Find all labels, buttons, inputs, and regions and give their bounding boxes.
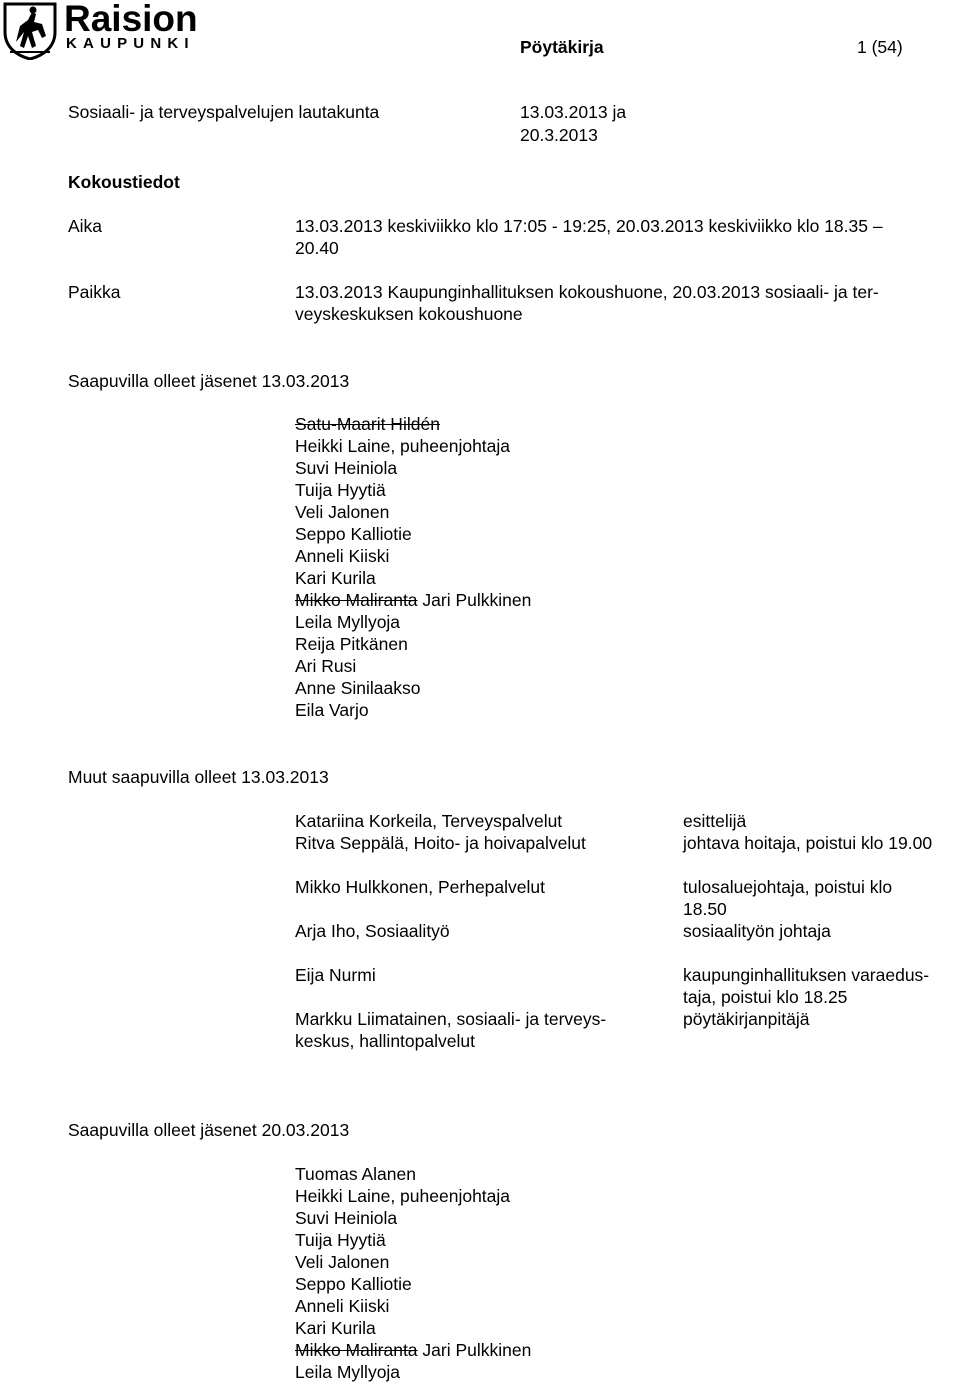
others-row: [295, 1008, 935, 1052]
place-value-line1: 13.03.2013 Kaupunginhallituksen kokoushuone, 20.03.2013 sosiaali- ja ter-: [295, 282, 879, 302]
others-role: sosiaalityön johtaja: [683, 921, 831, 941]
member-item: Tuomas Alanen: [295, 1164, 416, 1184]
committee-name: Sosiaali- ja terveyspalvelujen lautakunta: [68, 102, 380, 122]
others-role: kaupunginhallituksen varaedus-taja, poistui klo 18.25: [683, 965, 930, 1007]
member-item: Seppo Kalliotie: [295, 1274, 412, 1294]
place-label: Paikka: [68, 282, 121, 302]
member-item: Mikko Maliranta Jari Pulkkinen: [295, 590, 532, 610]
others-row: [295, 832, 935, 876]
member-list-2: [295, 1163, 531, 1383]
others-name: Mikko Hulkkonen, Perhepalvelut: [295, 877, 545, 897]
member-item: Leila Myllyoja: [295, 1362, 401, 1382]
coat-of-arms-icon: [2, 2, 58, 60]
others-row: [295, 964, 935, 1008]
others-list: [295, 810, 935, 1052]
others-row: [295, 810, 935, 832]
others-row: [295, 920, 935, 964]
member-item: Eila Varjo: [295, 700, 369, 720]
document-type: Pöytäkirja: [520, 37, 604, 57]
section-heading-present-1: Saapuvilla olleet jäsenet 13.03.2013: [68, 371, 350, 391]
others-role: tulosaluejohtaja, poistui klo 18.50: [683, 877, 893, 919]
section-heading-present-2: Saapuvilla olleet jäsenet 20.03.2013: [68, 1120, 350, 1140]
others-row: [295, 876, 935, 920]
meeting-date-line2: 20.3.2013: [520, 125, 598, 145]
member-item: Suvi Heiniola: [295, 1208, 398, 1228]
others-name: Eija Nurmi: [295, 965, 376, 985]
time-value-line2: 20.40: [295, 238, 339, 258]
member-item: Veli Jalonen: [295, 1252, 390, 1272]
member-item: Kari Kurila: [295, 1318, 376, 1338]
member-item: Tuija Hyytiä: [295, 1230, 386, 1250]
time-label: Aika: [68, 216, 103, 236]
time-value-line1: 13.03.2013 keskiviikko klo 17:05 - 19:25, 20.03.2013 keskiviikko klo 18.35 –: [295, 216, 883, 236]
member-item: Reija Pitkänen: [295, 634, 408, 654]
member-item: Satu-Maarit Hildén: [295, 414, 440, 434]
member-item: Heikki Laine, puheenjohtaja: [295, 1186, 511, 1206]
page-number: 1 (54): [857, 37, 903, 57]
member-item: Anneli Kiiski: [295, 1296, 390, 1316]
member-item: Leila Myllyoja: [295, 612, 401, 632]
logo-wordmark: Raision: [64, 0, 198, 39]
city-logo: [2, 2, 217, 60]
place-value-line2: veyskeskuksen kokoushuone: [295, 304, 523, 324]
member-item: Veli Jalonen: [295, 502, 390, 522]
member-item: Tuija Hyytiä: [295, 480, 386, 500]
member-list-1: [295, 413, 531, 721]
member-item: Suvi Heiniola: [295, 458, 398, 478]
others-role: esittelijä: [683, 811, 747, 831]
others-name: Katariina Korkeila, Terveyspalvelut: [295, 811, 563, 831]
member-item: Kari Kurila: [295, 568, 376, 588]
member-item: Anne Sinilaakso: [295, 678, 421, 698]
others-role: johtava hoitaja, poistui klo 19.00: [683, 833, 933, 853]
logo-subtitle: KAUPUNKI: [66, 35, 195, 52]
others-name: Ritva Seppälä, Hoito- ja hoivapalvelut: [295, 833, 586, 853]
others-role: pöytäkirjanpitäjä: [683, 1009, 810, 1029]
section-heading-others: Muut saapuvilla olleet 13.03.2013: [68, 767, 329, 787]
others-name: Markku Liimatainen, sosiaali- ja terveys-keskus, hallintopalvelut: [295, 1009, 607, 1051]
member-item: Heikki Laine, puheenjohtaja: [295, 436, 511, 456]
meeting-date-line1: 13.03.2013 ja: [520, 102, 627, 122]
others-name: Arja Iho, Sosiaalityö: [295, 921, 450, 941]
section-heading-meeting: Kokoustiedot: [68, 172, 180, 192]
member-item: Anneli Kiiski: [295, 546, 390, 566]
member-item: Ari Rusi: [295, 656, 357, 676]
member-item: Mikko Maliranta Jari Pulkkinen: [295, 1340, 532, 1360]
member-item: Seppo Kalliotie: [295, 524, 412, 544]
